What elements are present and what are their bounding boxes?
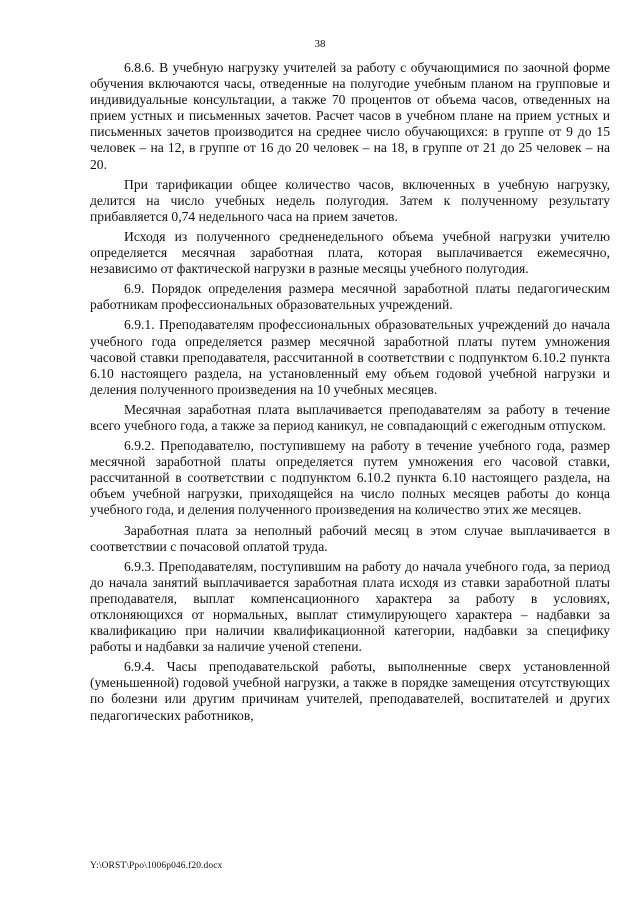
paragraph-6-9-2: 6.9.2. Преподавателю, поступившему на работу в течение учебного года, размер месячной заработной платы определяется путем умножения его часовой ставки, рассчитанной в соответствии с подпунктом 6.10.2 пункта 6.10 настоящего раздела, на объем учебной нагрузки, приходящейся на число полных месяцев работы до конца учебного года, и деления полученного произведения на количество этих же месяцев.	[90, 438, 610, 518]
paragraph-6-9: 6.9. Порядок определения размера месячной заработной платы педагогическим работникам профессиональных образовательных учреждений.	[90, 281, 610, 313]
paragraph-6-9-3: 6.9.3. Преподавателям, поступившим на работу до начала учебного года, за период до начала занятий выплачивается заработная плата исходя из ставки заработной платы преподавателя, выплат компенсационного характера за работу в условиях, отклоняющихся от нормальных, выплат стимулирующего характера – надбавки за квалификацию при наличии квалификационной категории, надбавки за специфику работы и надбавки за наличие ученой степени.	[90, 558, 610, 655]
file-path-footer: Y:\ORST\Ppo\1006p046.f20.docx	[90, 861, 223, 871]
paragraph-6-8-6: 6.8.6. В учебную нагрузку учителей за работу с обучающимися по заочной форме обучения включаются часы, отведенные на полугодие учебным планом на групповые и индивидуальные консультации, а также 70 процентов от объема часов, отведенных на прием устных и письменных зачетов. Расчет часов в учебном плане на прием устных и письменных зачетов производится на среднее число обучающихся: в группе от 9 до 15 человек – на 12, в группе от 16 до 20 человек – на 18, в группе от 21 до 25 человек – на 20.	[90, 60, 610, 172]
page-number: 38	[314, 38, 326, 50]
paragraph-monthly-salary: Исходя из полученного средненедельного объема учебной нагрузки учителю определяется месячная заработная плата, которая выплачивается ежемесячно, независимо от фактической нагрузки в разные месяцы учебного полугодия.	[90, 228, 610, 277]
paragraph-6-9-1: 6.9.1. Преподавателям профессиональных образовательных учреждений до начала учебного года определяется размер месячной заработной платы путем умножения часовой ставки преподавателя, рассчитанной в соответствии с подпунктом 6.10.2 пункта 6.10 настоящего раздела, на установленный ему объем годовой учебной нагрузки и деления полученного произведения на 10 учебных месяцев.	[90, 317, 610, 397]
paragraph-salary-payment: Месячная заработная плата выплачивается преподавателям за работу в течение всего учебного года, а также за период каникул, не совпадающий с ежегодным отпуском.	[90, 401, 610, 433]
paragraph-tariffication: При тарификации общее количество часов, включенных в учебную нагрузку, делится на число учебных недель полугодия. Затем к полученному результату прибавляется 0,74 недельного часа на прием зачетов.	[90, 176, 610, 224]
document-body	[90, 60, 610, 728]
paragraph-partial-month: Заработная плата за неполный рабочий месяц в этом случае выплачивается в соответствии с почасовой оплатой труда.	[90, 522, 610, 554]
paragraph-6-9-4: 6.9.4. Часы преподавательской работы, выполненные сверх установленной (уменьшенной) годовой учебной нагрузки, а также в порядке замещения отсутствующих по болезни или другим причинам учителей, преподавателей, воспитателей и других педагогических работников,	[90, 659, 610, 723]
